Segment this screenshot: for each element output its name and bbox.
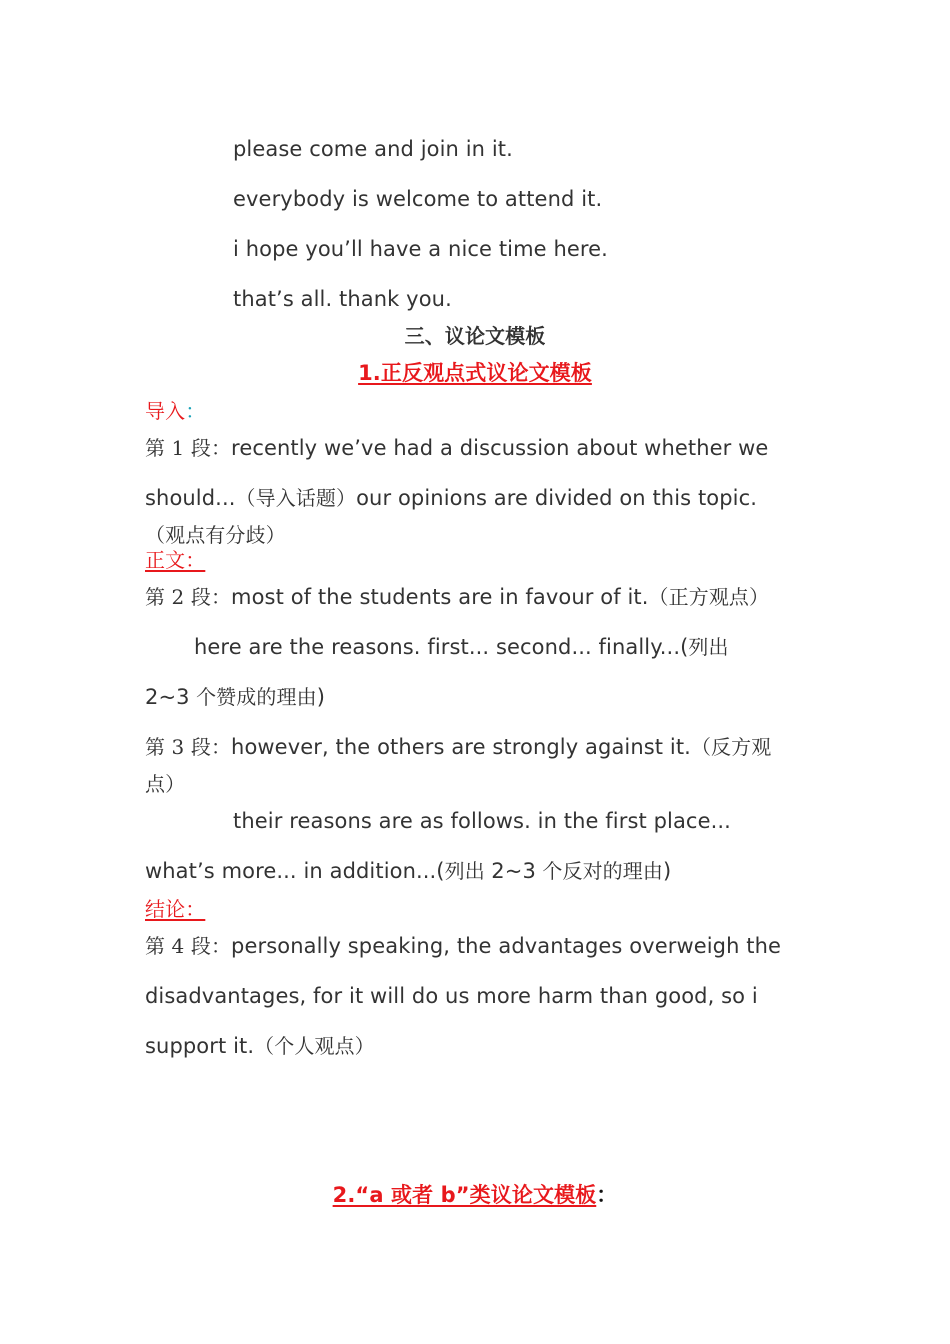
template1-heading-wrap: [0, 360, 950, 386]
p3-line1: [145, 734, 771, 760]
p1-line3: （观点有分歧）: [145, 523, 286, 547]
template2-colon: ：: [596, 1183, 618, 1207]
p3-line2: 点）: [145, 772, 186, 796]
template2-heading: 2.“a 或者 b”类议论文模板: [332, 1183, 597, 1207]
template1-heading: 1.正反观点式议论文模板: [358, 361, 592, 385]
p4-text: personally speaking, the advantages overweigh the: [231, 934, 782, 958]
body-label: 正文：: [145, 548, 206, 572]
p3-range: 2~3: [491, 859, 536, 883]
p2-reasons-note: 个赞成的理由: [189, 685, 317, 709]
p2-text: most of the students are in favour of it.: [231, 585, 649, 609]
conclusion-label-line: [145, 896, 205, 922]
body-label-line: [145, 547, 205, 573]
closing-line-3: i hope you’ll have a nice time here.: [233, 237, 608, 261]
p2-list-label: 列出: [688, 635, 729, 659]
p3-label: 第 3 段：: [145, 735, 232, 759]
p2-range: 2~3: [145, 685, 190, 709]
p1-divided: our opinions are divided on this topic.: [356, 486, 758, 510]
p2-close-paren: ): [316, 685, 325, 709]
p4-line1: [145, 933, 781, 959]
p4-line3: [145, 1033, 375, 1059]
p3-text: however, the others are strongly against it.: [231, 735, 691, 759]
template2-heading-wrap: [0, 1182, 950, 1208]
p3-list-label: 列出: [444, 859, 492, 883]
p3-close-paren: ): [662, 859, 672, 883]
p3-line3: their reasons are as follows. in the first place...: [233, 809, 731, 833]
p2-reasons: here are the reasons. first... second... finally...(: [194, 635, 689, 659]
p2-line3: [145, 684, 325, 710]
p1-note-topic: （导入话题）: [235, 486, 357, 510]
p2-line2: [194, 634, 729, 660]
p1-label: 第 1 段：: [145, 436, 232, 460]
p2-line1: [145, 584, 769, 610]
p2-label: 第 2 段：: [145, 585, 232, 609]
intro-colon: ：: [185, 399, 206, 423]
closing-line-4: that’s all. thank you.: [233, 287, 452, 311]
p4-label: 第 4 段：: [145, 934, 232, 958]
closing-line-1: please come and join in it.: [233, 137, 513, 161]
p1-line1: [145, 435, 768, 461]
p4-support: support it.: [145, 1034, 255, 1058]
p3-reasons-note: 个反对的理由: [535, 859, 663, 883]
closing-line-2: everybody is welcome to attend it.: [233, 187, 603, 211]
conclusion-label: 结论：: [145, 897, 206, 921]
p4-note: （个人观点）: [254, 1034, 375, 1058]
p3-more: what’s more... in addition...(: [145, 859, 445, 883]
p4-line2: disadvantages, for it will do us more harm than good, so i: [145, 984, 758, 1008]
p1-line2: [145, 485, 757, 511]
p3-line4: [145, 858, 671, 884]
p3-note: （反方观: [690, 735, 772, 759]
p1-should: should...: [145, 486, 236, 510]
p2-note: （正方观点）: [648, 585, 770, 609]
intro-label-line: [145, 398, 205, 424]
intro-label: 导入: [145, 399, 186, 423]
section-title: 三、议论文模板: [404, 324, 546, 348]
p1-text: recently we’ve had a discussion about whether we: [231, 436, 769, 460]
